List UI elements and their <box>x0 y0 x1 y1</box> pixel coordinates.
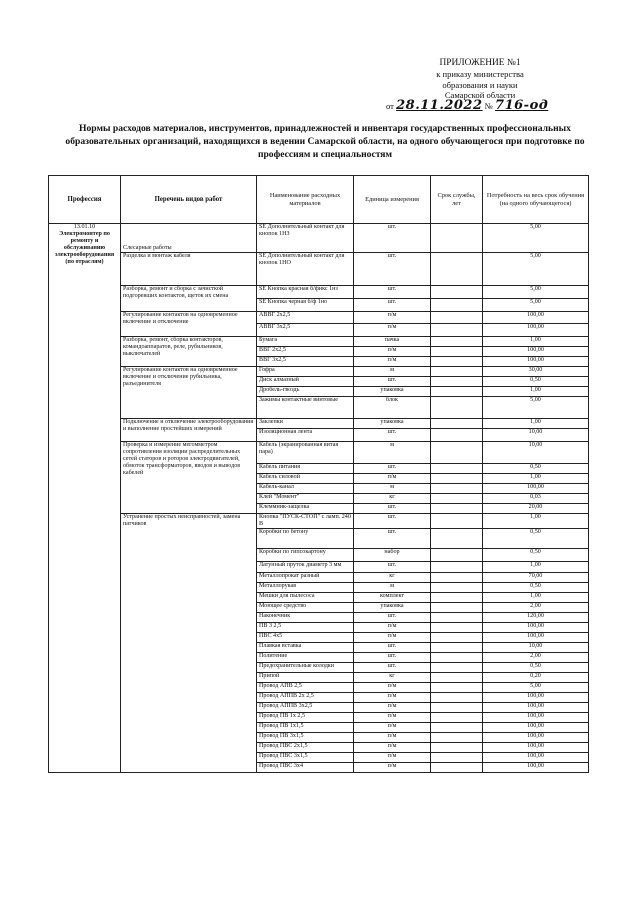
work-type-cell: Подключение и отключение электрооборудования и выполнение простейших измерений <box>121 419 257 442</box>
material-cell: Диск алмазный <box>257 377 354 387</box>
need-cell: 100,00 <box>483 484 589 494</box>
order-number: 716-од <box>495 98 549 113</box>
material-cell: Кабель-канал <box>257 484 354 494</box>
unit-cell: п/м <box>354 693 431 703</box>
service-life-cell <box>431 549 483 562</box>
material-cell: Припой <box>257 673 354 683</box>
service-life-cell <box>431 464 483 474</box>
need-cell: 100,00 <box>483 743 589 753</box>
service-life-cell <box>431 633 483 643</box>
service-life-cell <box>431 693 483 703</box>
service-life-cell <box>431 504 483 514</box>
col-header-materials: Наименование расходных материалов <box>257 176 354 224</box>
unit-cell: м <box>354 367 431 377</box>
col-header-works: Перечень видов работ <box>121 176 257 224</box>
service-life-cell <box>431 474 483 484</box>
service-life-cell <box>431 337 483 347</box>
material-cell: Провод ПВС 3х4 <box>257 763 354 773</box>
service-life-cell <box>431 357 483 367</box>
material-cell: Бумага <box>257 337 354 347</box>
material-cell: Кнопка "ПУСК-СТОП" с ламп. 240 В <box>257 514 354 529</box>
unit-cell: п/м <box>354 713 431 723</box>
need-cell: 5,00 <box>483 286 589 299</box>
material-cell: Мешки для пылесоса <box>257 593 354 603</box>
unit-cell: шт. <box>354 299 431 312</box>
need-cell: 0,50 <box>483 464 589 474</box>
need-cell: 0,50 <box>483 583 589 593</box>
profession-cell <box>49 224 121 773</box>
service-life-cell <box>431 613 483 623</box>
material-cell: Моющее средство <box>257 603 354 613</box>
table-row <box>49 442 589 464</box>
need-cell: 1,00 <box>483 419 589 429</box>
need-cell: 0,50 <box>483 377 589 387</box>
need-cell: 100,00 <box>483 633 589 643</box>
work-type-cell: Устранение простых неисправностей, замена патчиков <box>121 514 257 773</box>
service-life-cell <box>431 663 483 673</box>
material-cell: Плавкая вставка <box>257 643 354 653</box>
service-life-cell <box>431 753 483 763</box>
material-cell: Провод АППВ 2х 2,5 <box>257 693 354 703</box>
service-life-cell <box>431 583 483 593</box>
need-cell: 100,00 <box>483 763 589 773</box>
need-cell: 100,00 <box>483 753 589 763</box>
unit-cell: п/м <box>354 357 431 367</box>
material-cell: АВВГ 3х2,5 <box>257 324 354 337</box>
material-cell: АВВГ 2х2,5 <box>257 312 354 324</box>
material-cell: Провод ПВС 2х1,5 <box>257 743 354 753</box>
need-cell: 1,00 <box>483 593 589 603</box>
unit-cell: п/м <box>354 633 431 643</box>
need-cell: 1,00 <box>483 474 589 484</box>
material-cell: Провод ПВ 3х1,5 <box>257 733 354 743</box>
need-cell: 10,00 <box>483 643 589 653</box>
material-cell: SE Дополнительный контакт для кнопок 1НО <box>257 253 354 286</box>
unit-cell: п/м <box>354 324 431 337</box>
col-header-profession: Профессия <box>49 176 121 224</box>
table-row <box>49 224 589 253</box>
material-cell: Заклепки <box>257 419 354 429</box>
need-cell: 0,50 <box>483 549 589 562</box>
unit-cell: шт. <box>354 286 431 299</box>
material-cell: Гофра <box>257 367 354 377</box>
need-cell: 100,00 <box>483 693 589 703</box>
service-life-cell <box>431 429 483 442</box>
unit-cell: кг <box>354 494 431 504</box>
table-row <box>49 337 589 347</box>
service-life-cell <box>431 763 483 773</box>
need-cell: 100,00 <box>483 723 589 733</box>
material-cell: Провод ПВС 3х1,5 <box>257 753 354 763</box>
service-life-cell <box>431 573 483 583</box>
unit-cell: пачка <box>354 337 431 347</box>
material-cell: Провод АППВ 3х2,5 <box>257 703 354 713</box>
material-cell: Изоляционная лента <box>257 429 354 442</box>
unit-cell: упаковка <box>354 603 431 613</box>
material-cell: Провод ПВ 1х1,5 <box>257 723 354 733</box>
annex-header <box>382 58 578 101</box>
table-body <box>49 224 589 773</box>
service-life-cell <box>431 514 483 529</box>
need-cell: 5,00 <box>483 299 589 312</box>
material-cell: ВВГ 3х2,5 <box>257 357 354 367</box>
need-cell: 100,00 <box>483 347 589 357</box>
unit-cell: шт. <box>354 429 431 442</box>
profession-code: 13.01.10 <box>73 224 96 230</box>
unit-cell: шт. <box>354 613 431 623</box>
material-cell: Латунный пруток диаметр 3 мм <box>257 562 354 573</box>
unit-cell: п/м <box>354 312 431 324</box>
unit-cell: п/м <box>354 683 431 693</box>
material-cell: Кабель силовой <box>257 474 354 484</box>
work-type-cell: Регулирование контактов на одновременное включение и отключение рубильника, разъединителя <box>121 367 257 419</box>
unit-cell: п/м <box>354 623 431 633</box>
material-cell: Провод АПВ 2,5 <box>257 683 354 693</box>
service-life-cell <box>431 723 483 733</box>
material-cell: Зажимы контактные винтовые <box>257 397 354 419</box>
table-header-row <box>49 176 589 224</box>
unit-cell: комплект <box>354 593 431 603</box>
need-cell: 5,00 <box>483 253 589 286</box>
service-life-cell <box>431 673 483 683</box>
unit-cell: шт. <box>354 464 431 474</box>
work-type-cell: Разборка, ремонт и сборка с зачисткой подгоревших контактов, щеток их смена <box>121 286 257 312</box>
unit-cell: п/м <box>354 703 431 713</box>
material-cell: SE Кнопка красная б/фикс 1нз <box>257 286 354 299</box>
unit-cell: п/м <box>354 743 431 753</box>
service-life-cell <box>431 286 483 299</box>
work-type-cell: Проверка и измерение мегомметром сопротивления изоляции распределительных сетей статоров и роторов электродвигателей, обмоток трансформаторов, вводов и выводов кабелей <box>121 442 257 514</box>
material-cell: Кабель питания <box>257 464 354 474</box>
need-cell: 5,00 <box>483 397 589 419</box>
service-life-cell <box>431 494 483 504</box>
unit-cell: п/м <box>354 474 431 484</box>
unit-cell: п/м <box>354 723 431 733</box>
table-row <box>49 367 589 377</box>
service-life-cell <box>431 713 483 723</box>
table-row <box>49 286 589 299</box>
date-prefix: от <box>386 101 394 111</box>
service-life-cell <box>431 683 483 693</box>
need-cell: 1,00 <box>483 514 589 529</box>
service-life-cell <box>431 253 483 286</box>
need-cell: 0,50 <box>483 529 589 549</box>
need-cell: 1,00 <box>483 562 589 573</box>
unit-cell: п/м <box>354 733 431 743</box>
material-cell: Коробки по бетону <box>257 529 354 549</box>
annex-title: ПРИЛОЖЕНИЕ №1 <box>439 58 521 68</box>
service-life-cell <box>431 603 483 613</box>
annex-line-region: Самарской области <box>444 90 516 101</box>
unit-cell: набор <box>354 549 431 562</box>
unit-cell: шт. <box>354 224 431 253</box>
unit-cell: упаковка <box>354 419 431 429</box>
material-cell: Дробель-гвоздь <box>257 387 354 397</box>
material-cell: Предохранительные колодки <box>257 663 354 673</box>
need-cell: 10,00 <box>483 442 589 464</box>
material-cell: SE Кнопка черная б/ф 1но <box>257 299 354 312</box>
work-type-cell: Разборка, ремонт, сборка контакторов, командоаппаратов, реле, рубильников, выключателей <box>121 337 257 367</box>
table-row <box>49 312 589 324</box>
table-row <box>49 253 589 286</box>
norms-table <box>48 175 589 773</box>
need-cell: 100,00 <box>483 623 589 633</box>
need-cell: 70,00 <box>483 573 589 583</box>
need-cell: 1,00 <box>483 337 589 347</box>
unit-cell: п/м <box>354 763 431 773</box>
service-life-cell <box>431 442 483 464</box>
unit-cell: шт. <box>354 253 431 286</box>
need-cell: 100,00 <box>483 357 589 367</box>
service-life-cell <box>431 743 483 753</box>
material-cell: ПВС 4х5 <box>257 633 354 643</box>
material-cell: Наконечник <box>257 613 354 623</box>
need-cell: 10,00 <box>483 429 589 442</box>
need-cell: 2,00 <box>483 653 589 663</box>
table-row <box>49 419 589 429</box>
service-life-cell <box>431 387 483 397</box>
unit-cell: кг <box>354 573 431 583</box>
material-cell: Коробки по гипсокартону <box>257 549 354 562</box>
service-life-cell <box>431 529 483 549</box>
document-title: Нормы расходов материалов, инструментов, принадлежностей и инвентаря государственных профессиональных образовательных организаций, находящихся в ведении Самарской области, на одного обучающегося при подготовке по профессиям и специальностям <box>65 123 585 160</box>
annex-line-ministry: образования и науки <box>442 79 518 90</box>
need-cell: 1,00 <box>483 387 589 397</box>
unit-cell: блок <box>354 397 431 419</box>
service-life-cell <box>431 224 483 253</box>
service-life-cell <box>431 367 483 377</box>
unit-cell: п/м <box>354 347 431 357</box>
need-cell: 100,00 <box>483 713 589 723</box>
unit-cell: м <box>354 442 431 464</box>
service-life-cell <box>431 643 483 653</box>
col-header-service-life: Срок службы, лет <box>431 176 483 224</box>
material-cell: Клеммник-защелка <box>257 504 354 514</box>
service-life-cell <box>431 377 483 387</box>
col-header-unit: Единица измерения <box>354 176 431 224</box>
unit-cell: шт. <box>354 643 431 653</box>
need-cell: 120,00 <box>483 613 589 623</box>
material-cell: Клей "Момент" <box>257 494 354 504</box>
order-date: 28.11.2022 <box>396 98 483 113</box>
unit-cell: шт. <box>354 377 431 387</box>
unit-cell: шт. <box>354 663 431 673</box>
col-header-need: Потребность на весь срок обучения (на одного обучающегося) <box>483 176 589 224</box>
service-life-cell <box>431 593 483 603</box>
service-life-cell <box>431 312 483 324</box>
service-life-cell <box>431 733 483 743</box>
material-cell: Провод ПВ 1х 2,5 <box>257 713 354 723</box>
material-cell: Металлопрокат разный <box>257 573 354 583</box>
profession-name: Электромонтер по ремонту и обслуживанию электрооборудования (по отраслям) <box>54 231 115 266</box>
need-cell: 30,00 <box>483 367 589 377</box>
service-life-cell <box>431 397 483 419</box>
unit-cell: м <box>354 583 431 593</box>
work-type-cell: Регулирование контактов на одновременное включение и отключение <box>121 312 257 337</box>
unit-cell: шт. <box>354 504 431 514</box>
need-cell: 5,00 <box>483 224 589 253</box>
need-cell: 100,00 <box>483 312 589 324</box>
work-type-cell: Разделка и монтаж кабеля <box>121 253 257 286</box>
number-prefix: № <box>484 101 493 111</box>
unit-cell: шт. <box>354 562 431 573</box>
service-life-cell <box>431 653 483 663</box>
need-cell: 2,00 <box>483 603 589 613</box>
unit-cell: шт. <box>354 529 431 549</box>
need-cell: 20,00 <box>483 504 589 514</box>
annex-date-line <box>386 98 586 113</box>
material-cell: ПВ 3 2,5 <box>257 623 354 633</box>
service-life-cell <box>431 703 483 713</box>
work-type-cell: Слесарные работы <box>121 224 257 253</box>
service-life-cell <box>431 324 483 337</box>
need-cell: 5,00 <box>483 683 589 693</box>
material-cell: ВВГ 2х2,5 <box>257 347 354 357</box>
need-cell: 0,20 <box>483 673 589 683</box>
unit-cell: кг <box>354 673 431 683</box>
service-life-cell <box>431 623 483 633</box>
material-cell: Кабель (экранированная витая пара) <box>257 442 354 464</box>
annex-line-order: к приказу министерства <box>436 68 524 79</box>
unit-cell: м <box>354 484 431 494</box>
unit-cell: шт. <box>354 653 431 663</box>
need-cell: 0,50 <box>483 663 589 673</box>
unit-cell: п/м <box>354 753 431 763</box>
need-cell: 100,00 <box>483 324 589 337</box>
service-life-cell <box>431 299 483 312</box>
service-life-cell <box>431 419 483 429</box>
need-cell: 100,00 <box>483 733 589 743</box>
service-life-cell <box>431 484 483 494</box>
service-life-cell <box>431 347 483 357</box>
material-cell: SE Дополнительный контакт для кнопок 1НЗ <box>257 224 354 253</box>
unit-cell: упаковка <box>354 387 431 397</box>
service-life-cell <box>431 562 483 573</box>
unit-cell: шт. <box>354 514 431 529</box>
table-row <box>49 514 589 529</box>
material-cell: Металлорукав <box>257 583 354 593</box>
need-cell: 100,00 <box>483 703 589 713</box>
material-cell: Политение <box>257 653 354 663</box>
need-cell: 0,03 <box>483 494 589 504</box>
